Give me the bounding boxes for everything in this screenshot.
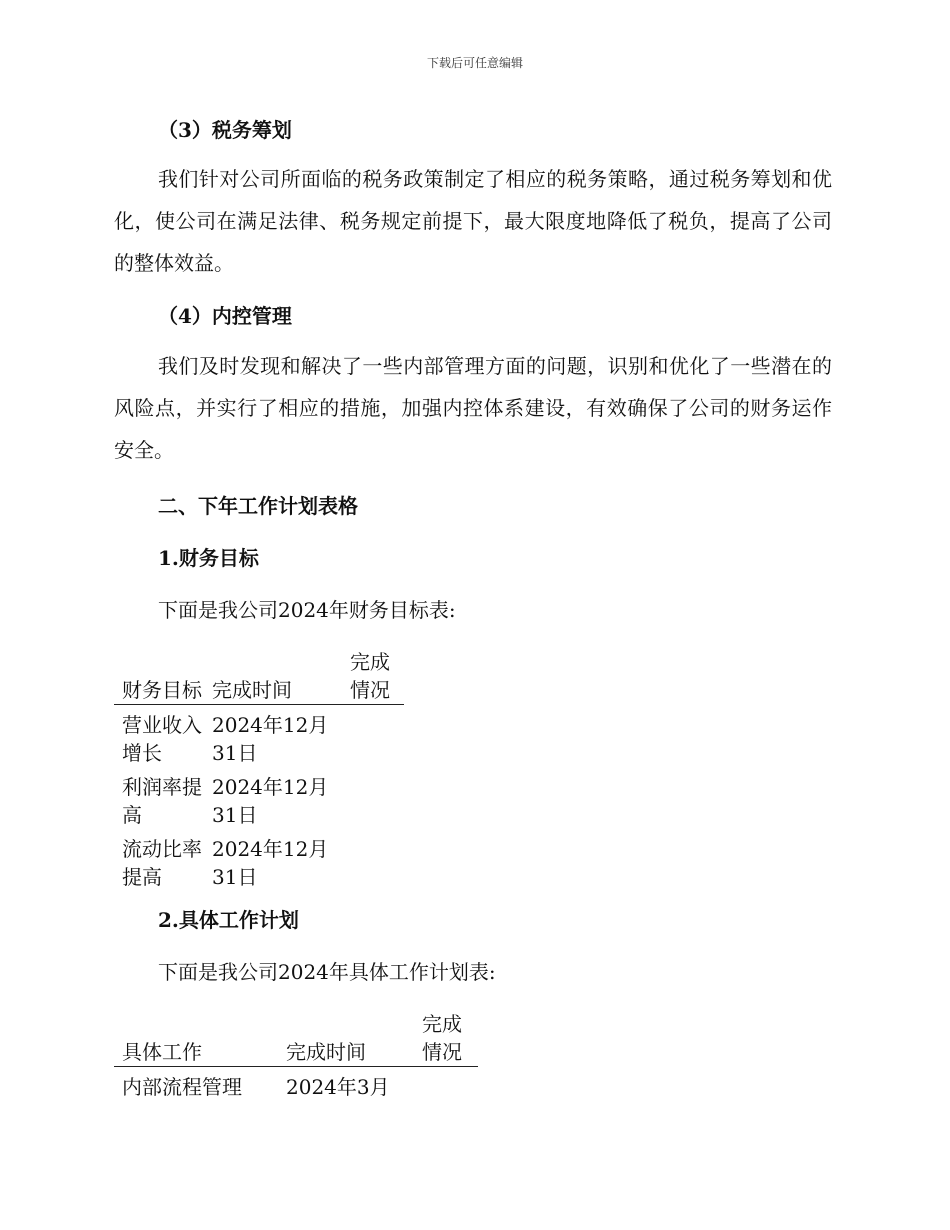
table-header-cell: 完成时间 [212,678,292,702]
table-cell: 2024年12月31日 [212,775,329,827]
section-heading-tax-planning: （3）税务筹划 [158,118,292,142]
table-cell: 2024年12月31日 [212,713,329,765]
table-row [114,1067,478,1102]
paragraph-tax-planning: 我们针对公司所面临的税务政策制定了相应的税务策略，通过税务筹划和优化，使公司在满足法律、税务规定前提下，最大限度地降低了税负，提高了公司的整体效益。 [114,167,832,275]
table-cell: 流动比率提高 [122,837,202,889]
table-header-cell: 完成情况 [350,650,390,702]
table-row [114,829,404,891]
table-cell: 2024年12月31日 [212,837,329,889]
work-plan-intro: 下面是我公司2024年具体工作计划表: [158,960,496,984]
section-heading-internal-control: （4）内控管理 [158,304,292,328]
table-header-cell: 具体工作 [122,1040,202,1064]
page-header: 下载后可任意编辑 [426,56,523,70]
table-cell: 利润率提高 [122,775,202,827]
table-row [114,705,404,768]
table-header-cell: 完成情况 [422,1012,462,1064]
subheading-financial-goals: 1.财务目标 [158,546,259,570]
table-header-row [114,648,404,705]
paragraph-internal-control: 我们及时发现和解决了一些内部管理方面的问题，识别和优化了一些潜在的风险点，并实行了相应的措施，加强内控体系建设，有效确保了公司的财务运作安全。 [114,354,832,462]
table-header-row [114,1010,478,1067]
table-header-cell: 完成时间 [286,1040,366,1064]
table-cell: 内部流程管理 [122,1075,242,1099]
part-heading-work-plan: 二、下年工作计划表格 [158,494,358,518]
financial-goals-table [114,648,404,891]
table-cell [342,767,404,829]
work-plan-table [114,1010,478,1101]
table-cell [414,1067,478,1102]
table-row [114,767,404,829]
table-cell: 营业收入增长 [122,713,202,765]
table-header-cell: 财务目标 [122,678,202,702]
table-cell [342,829,404,891]
table-cell: 2024年3月 [286,1075,390,1099]
table-cell [342,705,404,768]
subheading-work-plan: 2.具体工作计划 [158,908,299,932]
financial-goals-intro: 下面是我公司2024年财务目标表: [158,598,456,622]
